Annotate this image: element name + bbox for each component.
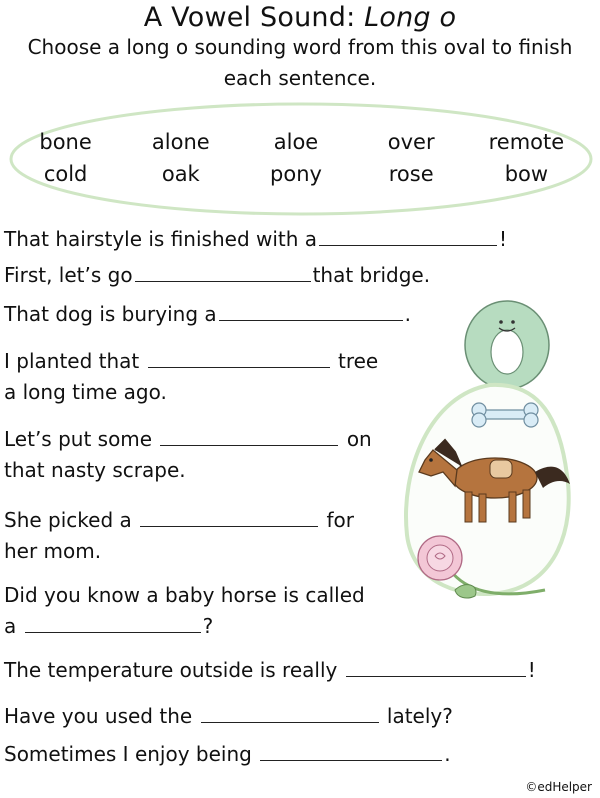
sentence-text: She picked a bbox=[4, 508, 132, 532]
sentence-7 bbox=[4, 580, 365, 642]
sentence-5 bbox=[4, 424, 372, 486]
word-bank-item: rose bbox=[388, 162, 434, 186]
word-bank bbox=[8, 128, 584, 188]
answer-blank[interactable] bbox=[219, 300, 403, 321]
sentence-text: on bbox=[346, 427, 372, 451]
word-bank-item: remote bbox=[488, 130, 565, 154]
word-bank-item: alone bbox=[151, 130, 210, 154]
sentence-text: ! bbox=[499, 227, 508, 251]
sentence-text: That dog is burying a bbox=[4, 302, 217, 326]
sentence-text: Let’s put some bbox=[4, 427, 153, 451]
long-o-illustration bbox=[395, 300, 585, 610]
answer-blank[interactable] bbox=[260, 740, 442, 761]
sentence-text: a bbox=[4, 614, 17, 638]
sentence-text: tree bbox=[337, 349, 379, 373]
copyright: ©edHelper bbox=[525, 780, 592, 794]
word-bank-item: bow bbox=[504, 162, 549, 186]
word-bank-item: cold bbox=[43, 162, 88, 186]
sentence-text: I planted that bbox=[4, 349, 140, 373]
sentence-10 bbox=[4, 739, 451, 770]
answer-blank[interactable] bbox=[135, 261, 311, 282]
title-emphasis: Long o bbox=[364, 2, 457, 33]
sentence-4 bbox=[4, 346, 378, 408]
sentence-text: Sometimes I enjoy being bbox=[4, 742, 252, 766]
answer-blank[interactable] bbox=[160, 425, 338, 446]
answer-blank[interactable] bbox=[25, 612, 201, 633]
sentence-text: First, let’s go bbox=[4, 263, 133, 287]
sentence-text: The temperature outside is really bbox=[4, 658, 338, 682]
sentence-text: Have you used the bbox=[4, 704, 193, 728]
sentence-1 bbox=[4, 224, 507, 255]
answer-blank[interactable] bbox=[148, 347, 330, 368]
word-bank-item: bone bbox=[39, 130, 92, 154]
sentence-text: ! bbox=[527, 658, 536, 682]
sentence-text: for bbox=[326, 508, 354, 532]
instructions: Choose a long o sounding word from this oval to finish each sentence. bbox=[27, 35, 573, 90]
sentence-text: a long time ago. bbox=[4, 380, 167, 404]
sentence-6 bbox=[4, 505, 354, 567]
sentence-text: That hairstyle is finished with a bbox=[4, 227, 318, 251]
answer-blank[interactable] bbox=[346, 656, 526, 677]
sentence-text: Did you know a baby horse is called bbox=[4, 583, 365, 607]
sentence-3 bbox=[4, 299, 411, 330]
sentence-text: that nasty scrape. bbox=[4, 458, 186, 482]
sentence-text: . bbox=[444, 742, 451, 766]
word-bank-item: over bbox=[387, 130, 435, 154]
sentence-2 bbox=[4, 260, 430, 291]
answer-blank[interactable] bbox=[140, 506, 318, 527]
sentence-text: . bbox=[404, 302, 411, 326]
sentence-text: her mom. bbox=[4, 539, 102, 563]
title-text: A Vowel Sound: bbox=[143, 2, 365, 33]
word-bank-item: pony bbox=[270, 162, 322, 186]
sentence-8 bbox=[4, 655, 536, 686]
worksheet-title bbox=[0, 2, 600, 33]
sentence-text: that bridge. bbox=[312, 263, 431, 287]
word-bank-item: aloe bbox=[273, 130, 319, 154]
word-bank-item: oak bbox=[161, 162, 200, 186]
answer-blank[interactable] bbox=[201, 702, 379, 723]
letter-o-icon bbox=[465, 301, 549, 389]
sentence-text: lately? bbox=[386, 704, 453, 728]
sentence-9 bbox=[4, 701, 453, 732]
sentence-text: ? bbox=[202, 614, 214, 638]
answer-blank[interactable] bbox=[319, 225, 497, 246]
